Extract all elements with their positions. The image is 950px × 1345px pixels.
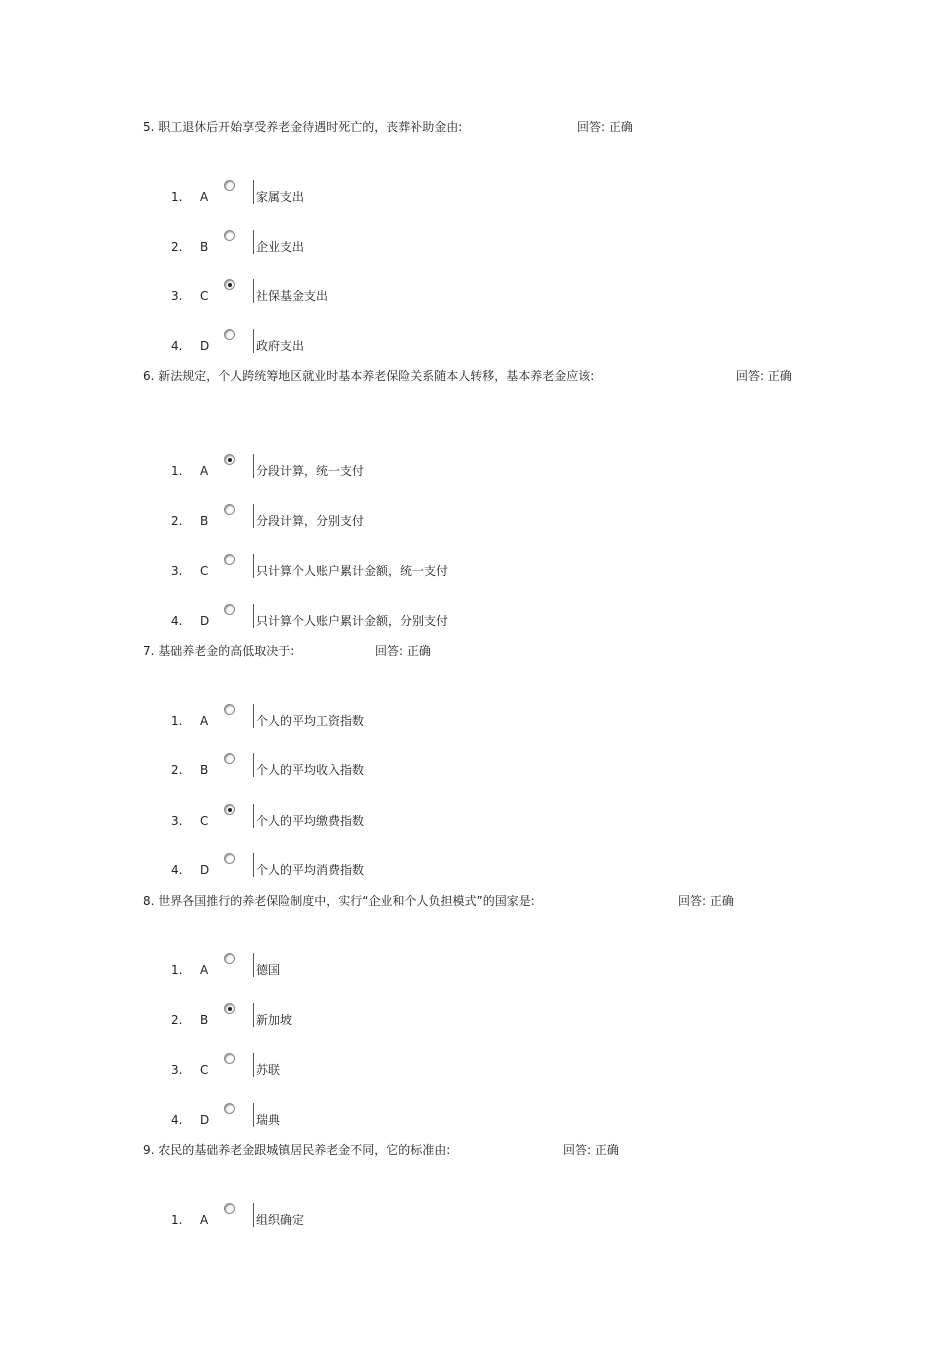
option-letter: B (200, 514, 209, 528)
radio-button-icon[interactable] (224, 753, 235, 764)
option-number: 1. (171, 1213, 183, 1227)
question-8-option-d[interactable] (0, 1103, 950, 1133)
question-5-option-a[interactable] (0, 180, 950, 210)
option-letter: B (200, 240, 209, 254)
option-letter: C (200, 289, 209, 303)
question-8-option-a[interactable] (0, 953, 950, 983)
radio-button-icon[interactable] (224, 953, 235, 964)
option-label: 家属支出 (256, 190, 305, 204)
question-8-option-b[interactable] (0, 1003, 950, 1033)
option-letter: D (200, 863, 210, 877)
question-9-text: 9. 农民的基础养老金跟城镇居民养老金不同，它的标准由: (143, 1143, 451, 1157)
option-label: 企业支出 (256, 240, 305, 254)
option-label: 个人的平均缴费指数 (256, 814, 365, 828)
radio-button-icon[interactable] (224, 1203, 235, 1214)
option-number: 4. (171, 1113, 183, 1127)
option-number: 3. (171, 289, 183, 303)
option-label: 个人的平均工资指数 (256, 714, 365, 728)
question-6-option-a[interactable] (0, 454, 950, 484)
question-5-option-b[interactable] (0, 230, 950, 260)
option-letter: C (200, 564, 209, 578)
radio-button-icon[interactable] (224, 704, 235, 715)
question-6-text: 6. 新法规定，个人跨统筹地区就业时基本养老保险关系随本人转移，基本养老金应该: (143, 369, 595, 383)
radio-button-selected-icon[interactable] (224, 454, 235, 465)
divider (253, 704, 254, 728)
question-6-option-d[interactable] (0, 604, 950, 634)
option-label: 分段计算，分别支付 (256, 514, 365, 528)
option-letter: C (200, 1063, 209, 1077)
question-5-text: 5. 职工退休后开始享受养老金待遇时死亡的，丧葬补助金由: (143, 120, 463, 134)
option-number: 3. (171, 1063, 183, 1077)
option-label: 苏联 (256, 1063, 281, 1077)
question-7-option-a[interactable] (0, 704, 950, 734)
divider (253, 454, 254, 478)
option-label: 瑞典 (256, 1113, 281, 1127)
divider (253, 1103, 254, 1127)
question-5-option-d[interactable] (0, 329, 950, 359)
question-7-option-c[interactable] (0, 804, 950, 834)
question-7-text: 7. 基础养老金的高低取决于: (143, 644, 295, 658)
divider (253, 329, 254, 353)
option-letter: D (200, 614, 210, 628)
divider (253, 1203, 254, 1227)
radio-button-icon[interactable] (224, 230, 235, 241)
option-number: 4. (171, 614, 183, 628)
divider (253, 804, 254, 828)
option-label: 只计算个人账户累计金额，分别支付 (256, 614, 449, 628)
option-number: 4. (171, 863, 183, 877)
option-letter: A (200, 1213, 209, 1227)
option-label: 社保基金支出 (256, 289, 329, 303)
radio-button-selected-icon[interactable] (224, 804, 235, 815)
question-6-option-c[interactable] (0, 554, 950, 584)
question-7-option-b[interactable] (0, 753, 950, 783)
option-number: 4. (171, 339, 183, 353)
radio-button-icon[interactable] (224, 1053, 235, 1064)
option-label: 只计算个人账户累计金额，统一支付 (256, 564, 449, 578)
option-letter: B (200, 763, 209, 777)
option-letter: A (200, 714, 209, 728)
radio-button-icon[interactable] (224, 329, 235, 340)
option-number: 1. (171, 714, 183, 728)
option-letter: A (200, 190, 209, 204)
option-letter: D (200, 339, 210, 353)
radio-button-selected-icon[interactable] (224, 279, 235, 290)
divider (253, 230, 254, 254)
divider (253, 853, 254, 877)
option-label: 个人的平均消费指数 (256, 863, 365, 877)
divider (253, 504, 254, 528)
question-8-result: 回答: 正确 (678, 894, 734, 908)
question-5-result: 回答: 正确 (577, 120, 633, 134)
radio-button-icon[interactable] (224, 554, 235, 565)
divider (253, 753, 254, 777)
option-label: 政府支出 (256, 339, 305, 353)
divider (253, 604, 254, 628)
option-number: 1. (171, 464, 183, 478)
option-label: 组织确定 (256, 1213, 305, 1227)
divider (253, 1003, 254, 1027)
option-label: 新加坡 (256, 1013, 293, 1027)
option-number: 1. (171, 963, 183, 977)
question-7-option-d[interactable] (0, 853, 950, 883)
option-number: 2. (171, 514, 183, 528)
divider (253, 1053, 254, 1077)
option-label: 分段计算，统一支付 (256, 464, 365, 478)
option-letter: D (200, 1113, 210, 1127)
option-number: 1. (171, 190, 183, 204)
radio-button-icon[interactable] (224, 180, 235, 191)
radio-button-icon[interactable] (224, 853, 235, 864)
divider (253, 953, 254, 977)
divider (253, 180, 254, 204)
question-8-option-c[interactable] (0, 1053, 950, 1083)
option-number: 2. (171, 1013, 183, 1027)
option-letter: A (200, 963, 209, 977)
question-9-option-a[interactable] (0, 1203, 950, 1233)
option-number: 2. (171, 240, 183, 254)
option-letter: A (200, 464, 209, 478)
divider (253, 554, 254, 578)
question-9-result: 回答: 正确 (563, 1143, 619, 1157)
option-number: 2. (171, 763, 183, 777)
option-label: 个人的平均收入指数 (256, 763, 365, 777)
question-7-result: 回答: 正确 (375, 644, 431, 658)
option-number: 3. (171, 564, 183, 578)
radio-button-selected-icon[interactable] (224, 1003, 235, 1014)
option-letter: C (200, 814, 209, 828)
divider (253, 279, 254, 303)
option-number: 3. (171, 814, 183, 828)
question-6-option-b[interactable] (0, 504, 950, 534)
radio-button-icon[interactable] (224, 1103, 235, 1114)
option-label: 德国 (256, 963, 281, 977)
question-6-result: 回答: 正确 (736, 369, 792, 383)
radio-button-icon[interactable] (224, 604, 235, 615)
radio-button-icon[interactable] (224, 504, 235, 515)
question-8-text: 8. 世界各国推行的养老保险制度中，实行“企业和个人负担模式”的国家是: (143, 894, 535, 908)
option-letter: B (200, 1013, 209, 1027)
question-5-option-c[interactable] (0, 279, 950, 309)
